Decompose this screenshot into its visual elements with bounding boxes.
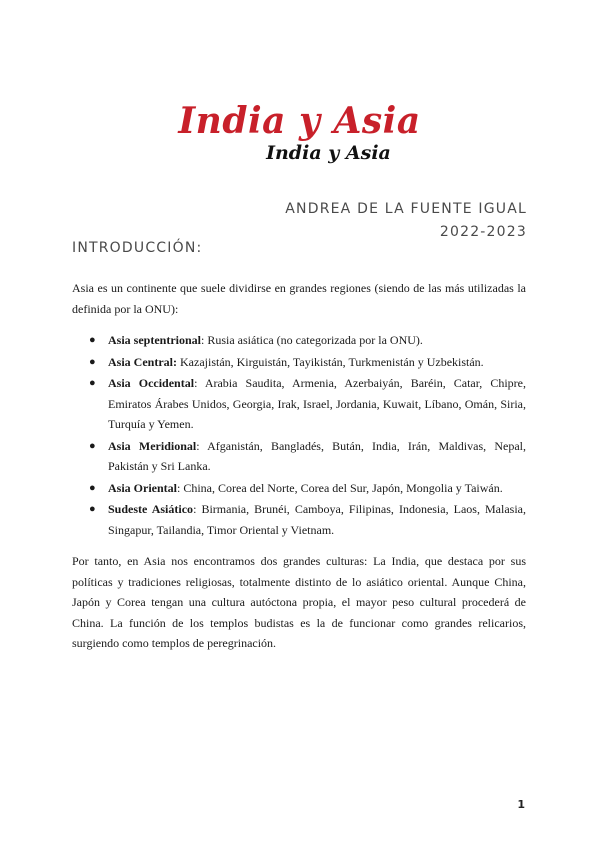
list-item — [72, 436, 526, 477]
list-item — [72, 330, 526, 351]
region-name: Asia Oriental — [108, 480, 177, 495]
region-name: Asia Meridional — [108, 438, 197, 453]
document-title: India y Asia — [178, 100, 421, 142]
region-countries: : Rusia asiática (no categorizada por la ONU). — [201, 333, 423, 347]
bullet-icon: ● — [89, 334, 96, 346]
bullet-icon: ● — [89, 355, 96, 368]
author-name: ANDREA DE LA FUENTE IGUAL — [285, 201, 527, 217]
region-countries: : China, Corea del Norte, Corea del Sur, Japón, Mongolia y Taiwán. — [177, 480, 503, 495]
author-block — [285, 198, 527, 244]
region-countries: : Birmania, Brunéi, Camboya, Filipinas, Indonesia, Laos, Malasia, Singapur, Tailandia, Timor Oriental y Vietnam. — [108, 502, 526, 537]
region-countries: Kazajistán, Kirguistán, Tayikistán, Turkmenistán y Uzbekistán. — [177, 354, 484, 369]
list-item — [72, 352, 526, 373]
intro-paragraph: Asia es un continente que suele dividirse en grandes regiones (siendo de las más utilizadas la definida por la ONU): — [72, 281, 526, 316]
bullet-icon: ● — [89, 503, 96, 515]
list-item — [72, 499, 526, 540]
conclusion-paragraph: Por tanto, en Asia nos encontramos dos grandes culturas: La India, que destaca por sus políticas y tradiciones religiosas, totalmente distinto de lo asiático oriental. Aunque China, Japón y Corea tengan una cultura autóctona propia, el mayor peso cultural procederá de China. La función de los templos budistas es la de funcionar como grandes relicarios, surgiendo como templos de peregrinación. — [72, 554, 526, 650]
region-countries: : Arabia Saudita, Armenia, Azerbaiyán, Baréin, Catar, Chipre, Emiratos Árabes Unidos, Georgia, Irak, Israel, Jordania, Kuwait, Líbano, Omán, Siria, Turquía y Yemen. — [108, 376, 526, 431]
page-number: 1 — [517, 798, 525, 811]
region-name: Sudeste Asiático — [108, 502, 194, 516]
bullet-icon: ● — [89, 481, 96, 494]
section-heading: INTRODUCCIÓN: — [72, 240, 203, 256]
document-subtitle: India y Asia — [266, 142, 391, 164]
bullet-icon: ● — [89, 377, 96, 389]
list-item — [72, 373, 526, 435]
bullet-icon: ● — [89, 439, 96, 452]
region-name: Asia septentrional — [108, 333, 201, 347]
academic-year: 2022-2023 — [439, 224, 527, 240]
region-name: Asia Central: — [108, 354, 177, 369]
regions-list — [72, 330, 526, 541]
region-name: Asia Occidental — [108, 376, 195, 390]
region-countries: : Afganistán, Bangladés, Bután, India, Irán, Maldivas, Nepal, Pakistán y Sri Lanka. — [108, 438, 526, 473]
list-item — [72, 478, 526, 499]
